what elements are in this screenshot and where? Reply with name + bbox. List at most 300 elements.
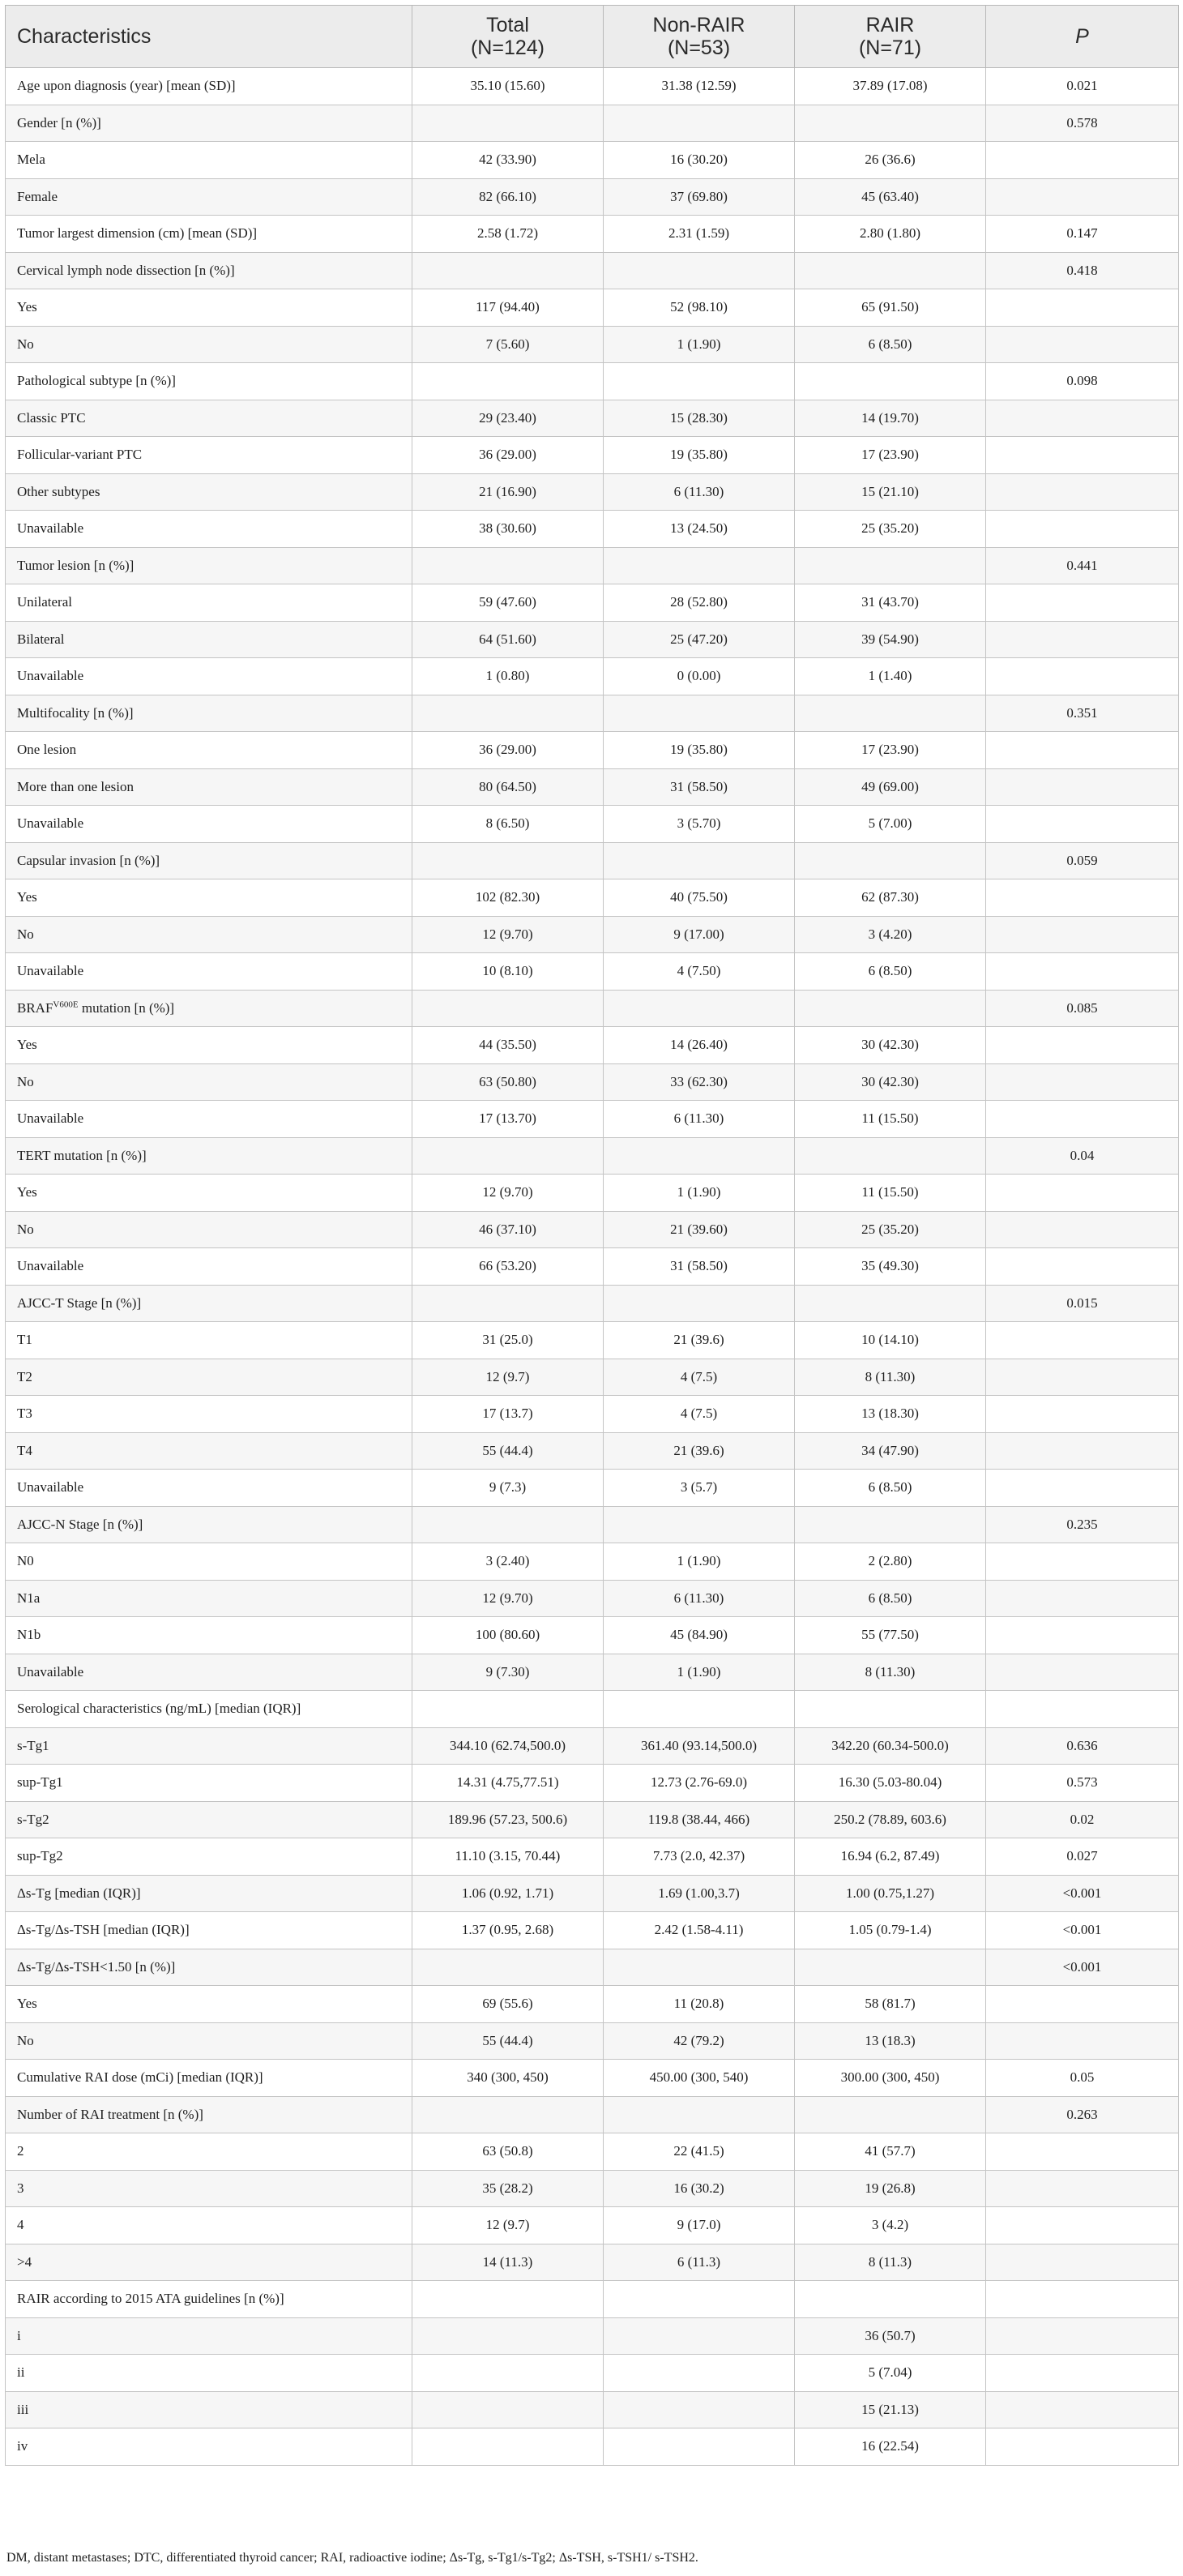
- row-label-cell: [6, 1063, 412, 1101]
- row-label: Unavailable: [17, 1110, 84, 1127]
- cell-total: [412, 252, 604, 289]
- table-container: [5, 5, 1178, 2466]
- row-label-cell: [6, 547, 412, 584]
- cell-nonrair: [604, 1506, 795, 1543]
- cell-p: [986, 2022, 1179, 2060]
- cell-p: [986, 621, 1179, 658]
- cell-p: [986, 2428, 1179, 2466]
- cell-nonrair: 31 (58.50): [604, 1248, 795, 1286]
- cell-p: 0.418: [986, 252, 1179, 289]
- row-label: Unavailable: [17, 1258, 84, 1274]
- cell-p: 0.015: [986, 1285, 1179, 1322]
- cell-p: [986, 953, 1179, 991]
- header-total: [412, 6, 604, 68]
- cell-rair: [795, 1137, 986, 1175]
- cell-nonrair: [604, 990, 795, 1027]
- table-row: [6, 1543, 1179, 1581]
- cell-p: 0.027: [986, 1838, 1179, 1876]
- header-p-label: P: [1075, 25, 1089, 48]
- cell-total: 36 (29.00): [412, 437, 604, 474]
- cell-total: 35 (28.2): [412, 2170, 604, 2207]
- row-label-cell: [6, 1432, 412, 1470]
- cell-nonrair: 31 (58.50): [604, 768, 795, 806]
- table-row: [6, 1101, 1179, 1138]
- cell-p: [986, 1322, 1179, 1359]
- header-characteristics: [6, 6, 412, 68]
- cell-nonrair: 31.38 (12.59): [604, 68, 795, 105]
- cell-p: <0.001: [986, 1912, 1179, 1949]
- cell-rair: 30 (42.30): [795, 1063, 986, 1101]
- cell-total: 14.31 (4.75,77.51): [412, 1765, 604, 1802]
- cell-rair: 300.00 (300, 450): [795, 2060, 986, 2097]
- cell-p: [986, 178, 1179, 216]
- table-row: [6, 1137, 1179, 1175]
- header-non-rair: [604, 6, 795, 68]
- row-label: T4: [17, 1442, 32, 1458]
- row-label-cell: [6, 1691, 412, 1728]
- cell-p: [986, 1101, 1179, 1138]
- cell-nonrair: 1 (1.90): [604, 1543, 795, 1581]
- row-label: sup-Tg1: [17, 1774, 63, 1791]
- cell-rair: 16.30 (5.03-80.04): [795, 1765, 986, 1802]
- cell-total: 55 (44.4): [412, 2022, 604, 2060]
- table-row: [6, 1727, 1179, 1765]
- row-label: Capsular invasion [n (%)]: [17, 852, 160, 868]
- row-label: Follicular-variant PTC: [17, 447, 143, 463]
- table-row: [6, 1838, 1179, 1876]
- row-label-cell: [6, 658, 412, 695]
- cell-p: 0.235: [986, 1506, 1179, 1543]
- cell-p: 0.441: [986, 547, 1179, 584]
- cell-rair: 5 (7.04): [795, 2355, 986, 2392]
- row-label-cell: [6, 1506, 412, 1543]
- table-row: [6, 1322, 1179, 1359]
- row-label-cell: [6, 2060, 412, 2097]
- table-row: [6, 1063, 1179, 1101]
- header-p-value: [986, 6, 1179, 68]
- table-row: [6, 1432, 1179, 1470]
- cell-total: 46 (37.10): [412, 1211, 604, 1248]
- row-label: Tumor largest dimension (cm) [mean (SD)]: [17, 225, 258, 242]
- row-label: iii: [17, 2401, 29, 2417]
- cell-rair: 19 (26.8): [795, 2170, 986, 2207]
- row-label-cell: [6, 105, 412, 142]
- cell-rair: 26 (36.6): [795, 142, 986, 179]
- row-label-cell: [6, 1875, 412, 1912]
- cell-rair: 5 (7.00): [795, 806, 986, 843]
- row-label-cell: [6, 216, 412, 253]
- cell-p: [986, 1617, 1179, 1654]
- row-label: Unavailable: [17, 1663, 84, 1680]
- cell-total: 35.10 (15.60): [412, 68, 604, 105]
- cell-p: 0.085: [986, 990, 1179, 1027]
- row-label: s-Tg1: [17, 1737, 49, 1753]
- table-row: [6, 2428, 1179, 2466]
- row-label: Age upon diagnosis (year) [mean (SD)]: [17, 78, 236, 94]
- cell-p: [986, 1248, 1179, 1286]
- cell-rair: 37.89 (17.08): [795, 68, 986, 105]
- row-label: Mela: [17, 152, 45, 168]
- row-label: Δs-Tg [median (IQR)]: [17, 1885, 141, 1901]
- table-row: [6, 105, 1179, 142]
- row-label: BRAF: [17, 999, 53, 1016]
- row-label-cell: [6, 1211, 412, 1248]
- table-row: [6, 1801, 1179, 1838]
- table-row: [6, 1211, 1179, 1248]
- row-label: ii: [17, 2364, 25, 2381]
- row-label-cell: [6, 1912, 412, 1949]
- cell-p: [986, 2207, 1179, 2244]
- cell-total: [412, 842, 604, 879]
- characteristics-table: [5, 5, 1179, 2466]
- table-row: [6, 1875, 1179, 1912]
- table-row: [6, 68, 1179, 105]
- cell-total: 12 (9.70): [412, 916, 604, 953]
- cell-rair: 30 (42.30): [795, 1027, 986, 1064]
- cell-rair: 31 (43.70): [795, 584, 986, 622]
- cell-nonrair: 15 (28.30): [604, 400, 795, 437]
- row-label-cell: [6, 990, 412, 1027]
- cell-p: [986, 2170, 1179, 2207]
- row-label: >4: [17, 2253, 32, 2270]
- row-label-cell: [6, 842, 412, 879]
- cell-p: [986, 1580, 1179, 1617]
- cell-nonrair: [604, 842, 795, 879]
- cell-p: 0.147: [986, 216, 1179, 253]
- cell-rair: 25 (35.20): [795, 1211, 986, 1248]
- table-row: [6, 990, 1179, 1027]
- cell-total: 1 (0.80): [412, 658, 604, 695]
- cell-total: 189.96 (57.23, 500.6): [412, 1801, 604, 1838]
- cell-rair: 49 (69.00): [795, 768, 986, 806]
- cell-p: [986, 2133, 1179, 2171]
- cell-p: 0.098: [986, 363, 1179, 400]
- table-row: [6, 953, 1179, 991]
- cell-p: [986, 142, 1179, 179]
- cell-p: [986, 1211, 1179, 1248]
- cell-rair: 16.94 (6.2, 87.49): [795, 1838, 986, 1876]
- row-label-cell: [6, 1949, 412, 1986]
- cell-p: [986, 2391, 1179, 2428]
- cell-total: [412, 1137, 604, 1175]
- cell-nonrair: 16 (30.20): [604, 142, 795, 179]
- cell-rair: 342.20 (60.34-500.0): [795, 1727, 986, 1765]
- row-label-cell: [6, 732, 412, 769]
- cell-rair: 1.00 (0.75,1.27): [795, 1875, 986, 1912]
- cell-rair: 2 (2.80): [795, 1543, 986, 1581]
- row-label-cell: [6, 2317, 412, 2355]
- table-row: [6, 2170, 1179, 2207]
- cell-nonrair: 119.8 (38.44, 466): [604, 1801, 795, 1838]
- row-label: Unavailable: [17, 815, 84, 832]
- cell-p: [986, 1396, 1179, 1433]
- table-row: [6, 732, 1179, 769]
- cell-nonrair: 19 (35.80): [604, 437, 795, 474]
- cell-total: 340 (300, 450): [412, 2060, 604, 2097]
- table-row: [6, 2391, 1179, 2428]
- table-row: [6, 2207, 1179, 2244]
- cell-total: 2.58 (1.72): [412, 216, 604, 253]
- header-rair-label: RAIR: [865, 14, 915, 36]
- cell-p: <0.001: [986, 1875, 1179, 1912]
- cell-total: 11.10 (3.15, 70.44): [412, 1838, 604, 1876]
- cell-nonrair: 4 (7.5): [604, 1396, 795, 1433]
- row-label: Unavailable: [17, 1479, 84, 1496]
- cell-total: 12 (9.70): [412, 1175, 604, 1212]
- cell-nonrair: 21 (39.6): [604, 1432, 795, 1470]
- row-label: TERT mutation [n (%)]: [17, 1147, 147, 1163]
- row-label: No: [17, 1221, 34, 1237]
- cell-nonrair: [604, 1137, 795, 1175]
- header-characteristics-label: Characteristics: [17, 25, 152, 48]
- row-label-superscript: V600E: [53, 999, 79, 1010]
- cell-total: 12 (9.7): [412, 2207, 604, 2244]
- cell-total: 38 (30.60): [412, 511, 604, 548]
- cell-rair: 34 (47.90): [795, 1432, 986, 1470]
- cell-total: [412, 1949, 604, 1986]
- cell-rair: 10 (14.10): [795, 1322, 986, 1359]
- cell-total: 17 (13.7): [412, 1396, 604, 1433]
- cell-total: 344.10 (62.74,500.0): [412, 1727, 604, 1765]
- cell-total: 31 (25.0): [412, 1322, 604, 1359]
- table-row: [6, 1470, 1179, 1507]
- cell-nonrair: 7.73 (2.0, 42.37): [604, 1838, 795, 1876]
- cell-rair: 6 (8.50): [795, 1580, 986, 1617]
- cell-total: [412, 363, 604, 400]
- cell-rair: 55 (77.50): [795, 1617, 986, 1654]
- table-row: [6, 1580, 1179, 1617]
- cell-total: 21 (16.90): [412, 473, 604, 511]
- cell-p: 0.263: [986, 2096, 1179, 2133]
- cell-total: 64 (51.60): [412, 621, 604, 658]
- cell-total: [412, 2317, 604, 2355]
- row-label: T1: [17, 1332, 32, 1348]
- row-label: Gender [n (%)]: [17, 114, 101, 131]
- table-row: [6, 1912, 1179, 1949]
- row-label-cell: [6, 1175, 412, 1212]
- row-label-cell: [6, 1801, 412, 1838]
- row-label-cell: [6, 1285, 412, 1322]
- table-body: [6, 68, 1179, 2466]
- row-label: Bilateral: [17, 631, 65, 647]
- table-row: [6, 326, 1179, 363]
- cell-total: 80 (64.50): [412, 768, 604, 806]
- cell-rair: [795, 990, 986, 1027]
- cell-nonrair: [604, 2096, 795, 2133]
- cell-nonrair: [604, 105, 795, 142]
- row-label-cell: [6, 1322, 412, 1359]
- row-label-cell: [6, 768, 412, 806]
- cell-total: 117 (94.40): [412, 289, 604, 327]
- cell-p: [986, 400, 1179, 437]
- row-label: Other subtypes: [17, 483, 100, 499]
- cell-total: [412, 990, 604, 1027]
- header-rair-n: (N=71): [858, 36, 922, 59]
- cell-total: 1.37 (0.95, 2.68): [412, 1912, 604, 1949]
- cell-nonrair: 1 (1.90): [604, 1175, 795, 1212]
- cell-total: 8 (6.50): [412, 806, 604, 843]
- cell-total: 69 (55.6): [412, 1986, 604, 2023]
- cell-nonrair: 16 (30.2): [604, 2170, 795, 2207]
- row-label: N1b: [17, 1627, 41, 1643]
- table-row: [6, 2281, 1179, 2318]
- cell-rair: 8 (11.30): [795, 1359, 986, 1396]
- cell-rair: [795, 547, 986, 584]
- cell-nonrair: 4 (7.5): [604, 1359, 795, 1396]
- row-label-cell: [6, 252, 412, 289]
- cell-total: 44 (35.50): [412, 1027, 604, 1064]
- table-row: [6, 2244, 1179, 2281]
- cell-rair: 35 (49.30): [795, 1248, 986, 1286]
- cell-total: 9 (7.3): [412, 1470, 604, 1507]
- row-label: Yes: [17, 299, 37, 315]
- row-label-cell: [6, 1838, 412, 1876]
- table-row: [6, 289, 1179, 327]
- table-row: [6, 363, 1179, 400]
- row-label: Δs-Tg/Δs-TSH [median (IQR)]: [17, 1922, 190, 1938]
- row-label: No: [17, 926, 34, 942]
- table-row: [6, 658, 1179, 695]
- cell-p: [986, 732, 1179, 769]
- cell-rair: 6 (8.50): [795, 953, 986, 991]
- cell-total: 14 (11.3): [412, 2244, 604, 2281]
- row-label-cell: [6, 695, 412, 732]
- cell-nonrair: 1 (1.90): [604, 326, 795, 363]
- row-label-cell: [6, 1137, 412, 1175]
- row-label-cell: [6, 2355, 412, 2392]
- table-row: [6, 2096, 1179, 2133]
- cell-p: [986, 2355, 1179, 2392]
- table-row: [6, 2022, 1179, 2060]
- row-label: 3: [17, 2180, 24, 2196]
- cell-p: 0.578: [986, 105, 1179, 142]
- cell-total: 63 (50.80): [412, 1063, 604, 1101]
- table-row: [6, 1285, 1179, 1322]
- header-non-rair-n: (N=53): [667, 36, 731, 59]
- table-row: [6, 2060, 1179, 2097]
- cell-rair: [795, 1506, 986, 1543]
- table-row: [6, 2355, 1179, 2392]
- cell-rair: [795, 2096, 986, 2133]
- row-label-cell: [6, 1359, 412, 1396]
- cell-p: [986, 1986, 1179, 2023]
- row-label-cell: [6, 1654, 412, 1691]
- row-label-cell: [6, 1027, 412, 1064]
- cell-p: 0.02: [986, 1801, 1179, 1838]
- table-row: [6, 1949, 1179, 1986]
- row-label: N0: [17, 1553, 34, 1569]
- cell-nonrair: 11 (20.8): [604, 1986, 795, 2023]
- cell-total: 12 (9.70): [412, 1580, 604, 1617]
- row-label: Serological characteristics (ng/mL) [median (IQR)]: [17, 1701, 301, 1717]
- cell-total: 55 (44.4): [412, 1432, 604, 1470]
- table-row: [6, 547, 1179, 584]
- cell-rair: 17 (23.90): [795, 732, 986, 769]
- cell-nonrair: 25 (47.20): [604, 621, 795, 658]
- row-label: AJCC-N Stage [n (%)]: [17, 1516, 143, 1532]
- table-row: [6, 1027, 1179, 1064]
- cell-p: [986, 584, 1179, 622]
- row-label-cell: [6, 2244, 412, 2281]
- cell-nonrair: 6 (11.30): [604, 1580, 795, 1617]
- cell-p: [986, 916, 1179, 953]
- cell-rair: 16 (22.54): [795, 2428, 986, 2466]
- row-label-cell: [6, 621, 412, 658]
- row-label: Cervical lymph node dissection [n (%)]: [17, 262, 235, 278]
- header-rair: [795, 6, 986, 68]
- header-total-label: Total: [486, 14, 529, 36]
- table-row: [6, 437, 1179, 474]
- cell-nonrair: 21 (39.6): [604, 1322, 795, 1359]
- cell-p: [986, 2281, 1179, 2318]
- cell-rair: 3 (4.20): [795, 916, 986, 953]
- cell-p: [986, 2317, 1179, 2355]
- cell-nonrair: [604, 695, 795, 732]
- row-label: N1a: [17, 1590, 41, 1606]
- cell-nonrair: 0 (0.00): [604, 658, 795, 695]
- cell-nonrair: [604, 363, 795, 400]
- cell-rair: 62 (87.30): [795, 879, 986, 917]
- cell-p: [986, 1359, 1179, 1396]
- row-label: Yes: [17, 889, 37, 905]
- row-label-cell: [6, 1396, 412, 1433]
- row-label: Δs-Tg/Δs-TSH<1.50 [n (%)]: [17, 1958, 176, 1975]
- row-label-cell: [6, 1580, 412, 1617]
- row-label: 2: [17, 2143, 24, 2159]
- cell-nonrair: 42 (79.2): [604, 2022, 795, 2060]
- table-row: [6, 916, 1179, 953]
- row-label-cell: [6, 437, 412, 474]
- cell-total: [412, 2355, 604, 2392]
- cell-p: [986, 1543, 1179, 1581]
- cell-rair: 8 (11.30): [795, 1654, 986, 1691]
- row-label: Female: [17, 188, 58, 204]
- cell-p: [986, 879, 1179, 917]
- cell-total: 12 (9.7): [412, 1359, 604, 1396]
- cell-p: [986, 1470, 1179, 1507]
- cell-rair: 13 (18.30): [795, 1396, 986, 1433]
- cell-p: [986, 473, 1179, 511]
- cell-rair: 36 (50.7): [795, 2317, 986, 2355]
- row-label: Yes: [17, 1037, 37, 1053]
- row-label-cell: [6, 806, 412, 843]
- row-label-cell: [6, 68, 412, 105]
- cell-rair: [795, 1691, 986, 1728]
- table-row: [6, 1506, 1179, 1543]
- table-header-row: [6, 6, 1179, 68]
- row-label: sup-Tg2: [17, 1848, 63, 1864]
- cell-total: 66 (53.20): [412, 1248, 604, 1286]
- cell-total: [412, 2281, 604, 2318]
- cell-nonrair: [604, 252, 795, 289]
- cell-p: [986, 1432, 1179, 1470]
- cell-rair: 250.2 (78.89, 603.6): [795, 1801, 986, 1838]
- cell-p: [986, 437, 1179, 474]
- cell-total: 102 (82.30): [412, 879, 604, 917]
- cell-nonrair: 33 (62.30): [604, 1063, 795, 1101]
- cell-rair: 15 (21.13): [795, 2391, 986, 2428]
- table-row: [6, 1359, 1179, 1396]
- table-row: [6, 216, 1179, 253]
- cell-nonrair: 45 (84.90): [604, 1617, 795, 1654]
- row-label-cell: [6, 584, 412, 622]
- row-label-cell: [6, 2391, 412, 2428]
- row-label-cell: [6, 1617, 412, 1654]
- cell-nonrair: 13 (24.50): [604, 511, 795, 548]
- row-label-cell: [6, 2428, 412, 2466]
- cell-p: [986, 1175, 1179, 1212]
- cell-nonrair: 19 (35.80): [604, 732, 795, 769]
